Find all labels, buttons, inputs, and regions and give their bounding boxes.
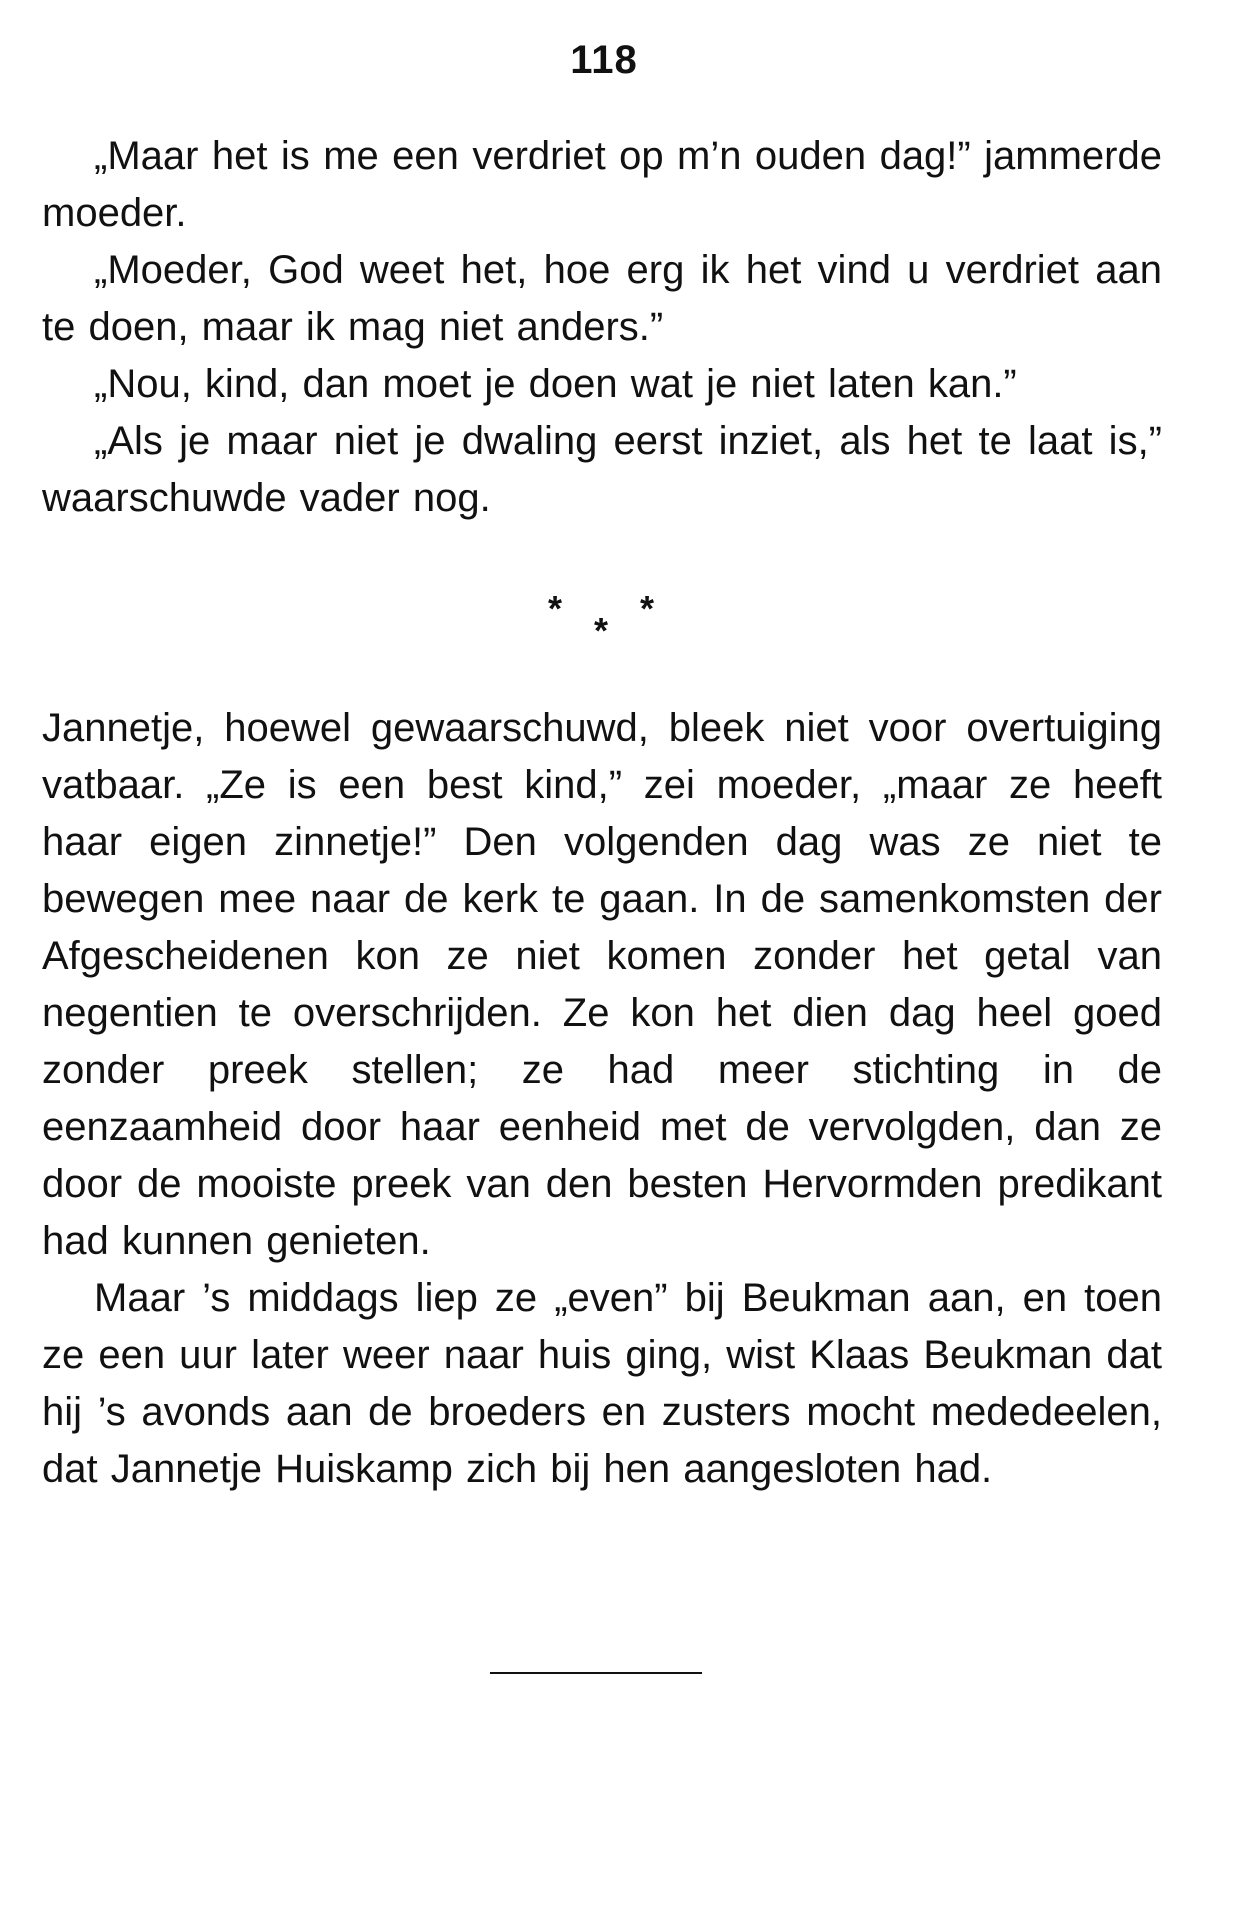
separator-star: * — [594, 610, 609, 651]
paragraph: „Moeder, God weet het, hoe erg ik het vind u verdriet aan te doen, maar ik mag niet anders.” — [42, 248, 1162, 349]
narrative-section — [42, 700, 1162, 1498]
page-number: 118 — [570, 38, 638, 82]
section-separator-asterism — [0, 588, 1208, 651]
paragraph: „Als je maar niet je dwaling eerst inziet, als het te laat is,” waarschuwde vader nog. — [42, 419, 1162, 520]
separator-star: * — [548, 588, 563, 629]
paragraph: Jannetje, hoewel gewaarschuwd, bleek niet voor overtuiging vatbaar. „Ze is een best kind,” zei moeder, „maar ze heeft haar eigen zinnetje!” Den volgenden dag was ze niet te bewegen mee naar de kerk te gaan. In de samenkomsten der Afgescheidenen kon ze niet komen zonder het getal van negentien te overschrijden. Ze kon het dien dag heel goed zonder preek stellen; ze had meer stichting in de eenzaamheid door haar eenheid met de vervolgden, dan ze door de mooiste preek van den besten Hervormden predikant had kunnen genieten. — [42, 706, 1162, 1263]
paragraph: „Nou, kind, dan moet je doen wat je niet laten kan.” — [94, 362, 1017, 406]
separator-star: * — [640, 588, 655, 629]
dialogue-section — [42, 128, 1162, 527]
chapter-end-rule — [490, 1672, 702, 1674]
paragraph: Maar ’s middags liep ze „even” bij Beukman aan, en toen ze een uur later weer naar huis ging, wist Klaas Beukman dat hij ’s avonds aan de broeders en zusters mocht mededeelen, dat Jannetje Huiskamp zich bij hen aangesloten had. — [42, 1276, 1162, 1491]
paragraph: „Maar het is me een verdriet op m’n ouden dag!” jammerde moeder. — [42, 134, 1162, 235]
